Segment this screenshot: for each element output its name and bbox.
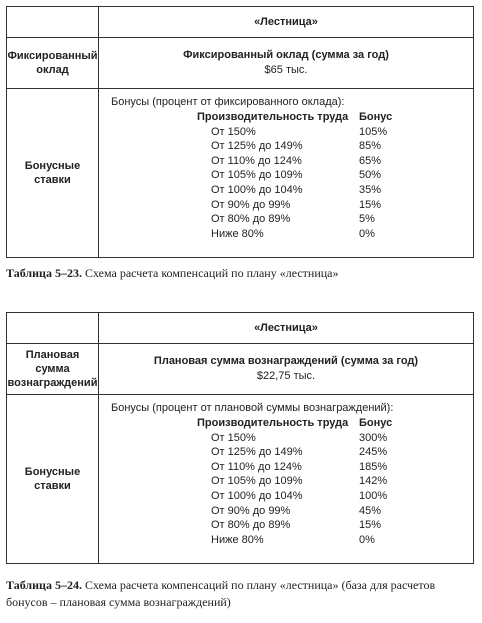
table-row — [197, 518, 392, 533]
column-header-performance: Производительность труда — [197, 417, 349, 429]
caption-text: Схема расчета компенсаций по плану «лестница» (база для расчетов бонусов – плановая сумма вознаграждений) — [6, 578, 436, 609]
performance-range: От 110% до 124% — [211, 154, 302, 167]
table-caption — [6, 577, 476, 611]
caption-label: Таблица 5–24. — [6, 578, 82, 592]
bonus-cell — [99, 395, 473, 563]
bonus-percent: 300% — [359, 431, 388, 444]
table-row — [197, 474, 392, 489]
bonus-percent: 105% — [359, 125, 388, 138]
table-row — [197, 489, 392, 504]
performance-range: От 150% — [211, 125, 256, 138]
bonus-schedule-header — [197, 416, 392, 431]
base-cell — [99, 344, 473, 394]
performance-range: От 100% до 104% — [211, 183, 303, 196]
bonus-schedule — [197, 110, 392, 241]
bonus-cell — [99, 89, 473, 257]
base-value: $22,75 тыс. — [256, 370, 316, 382]
base-title: Плановая сумма вознаграждений (сумма за год) — [153, 355, 419, 367]
performance-range: От 90% до 99% — [211, 504, 291, 517]
bonus-percent: 245% — [359, 446, 388, 459]
header-empty-cell — [7, 313, 99, 343]
bonus-percent: 35% — [359, 183, 382, 196]
table-row — [197, 212, 392, 227]
table-row — [197, 445, 392, 460]
column-header-bonus: Бонус — [359, 417, 393, 429]
table-header: «Лестница» — [254, 322, 318, 334]
table-header-row — [7, 7, 473, 37]
table-row — [197, 183, 392, 198]
base-row — [7, 37, 473, 88]
bonus-schedule-header — [197, 110, 392, 125]
performance-range: От 110% до 124% — [211, 460, 302, 473]
caption-text: Схема расчета компенсаций по плану «лестница» — [81, 266, 339, 280]
base-label: Плановая сумма вознаграждений — [7, 344, 99, 394]
base-title: Фиксированный оклад (сумма за год) — [183, 49, 389, 61]
performance-range: От 90% до 99% — [211, 198, 291, 211]
bonus-percent: 185% — [359, 460, 388, 473]
bonus-percent: 15% — [359, 519, 382, 532]
bonus-percent: 85% — [359, 140, 382, 153]
table-row — [197, 504, 392, 519]
bonus-percent: 50% — [359, 169, 382, 182]
column-header-performance: Производительность труда — [197, 111, 349, 123]
base-value: $65 тыс. — [264, 64, 308, 76]
bonus-percent: 142% — [359, 475, 388, 488]
bonus-percent: 65% — [359, 154, 382, 167]
base-row — [7, 343, 473, 394]
table-header-row — [7, 313, 473, 343]
performance-range: От 105% до 109% — [211, 169, 303, 182]
table-row — [197, 139, 392, 154]
performance-range: Ниже 80% — [211, 227, 264, 240]
bonus-percent: 0% — [359, 533, 375, 546]
performance-range: Ниже 80% — [211, 533, 264, 546]
bonus-percent: 100% — [359, 489, 388, 502]
bonus-row — [7, 394, 473, 563]
performance-range: От 125% до 149% — [211, 140, 303, 153]
bonus-row — [7, 88, 473, 257]
base-label: Фиксированный оклад — [7, 38, 99, 88]
table-row — [197, 125, 392, 140]
base-cell — [99, 38, 473, 88]
bonus-percent: 45% — [359, 504, 382, 517]
table-header: «Лестница» — [254, 16, 318, 28]
bonus-percent: 15% — [359, 198, 382, 211]
column-header-bonus: Бонус — [359, 111, 393, 123]
table-row — [197, 168, 392, 183]
caption-label: Таблица 5–23. — [6, 266, 82, 280]
bonus-percent: 5% — [359, 213, 375, 226]
performance-range: От 150% — [211, 431, 256, 444]
table-row — [197, 227, 392, 242]
compensation-table-ladder-salary — [6, 6, 474, 258]
performance-range: От 125% до 149% — [211, 446, 303, 459]
table-row — [197, 198, 392, 213]
bonus-title: Бонусы (процент от фиксированного оклада): — [111, 96, 345, 108]
bonus-label: Бонусные ставки — [7, 395, 99, 563]
table-row — [197, 431, 392, 446]
performance-range: От 105% до 109% — [211, 475, 303, 488]
bonus-percent: 0% — [359, 227, 375, 240]
performance-range: От 100% до 104% — [211, 489, 303, 502]
performance-range: От 80% до 89% — [211, 519, 291, 532]
bonus-title: Бонусы (процент от плановой суммы вознаграждений): — [111, 402, 394, 414]
bonus-label: Бонусные ставки — [7, 89, 99, 257]
table-row — [197, 154, 392, 169]
header-empty-cell — [7, 7, 99, 37]
bonus-schedule — [197, 416, 392, 547]
compensation-table-ladder-target — [6, 312, 474, 564]
performance-range: От 80% до 89% — [211, 213, 291, 226]
table-caption — [6, 265, 476, 282]
table-row — [197, 460, 392, 475]
table-row — [197, 533, 392, 548]
